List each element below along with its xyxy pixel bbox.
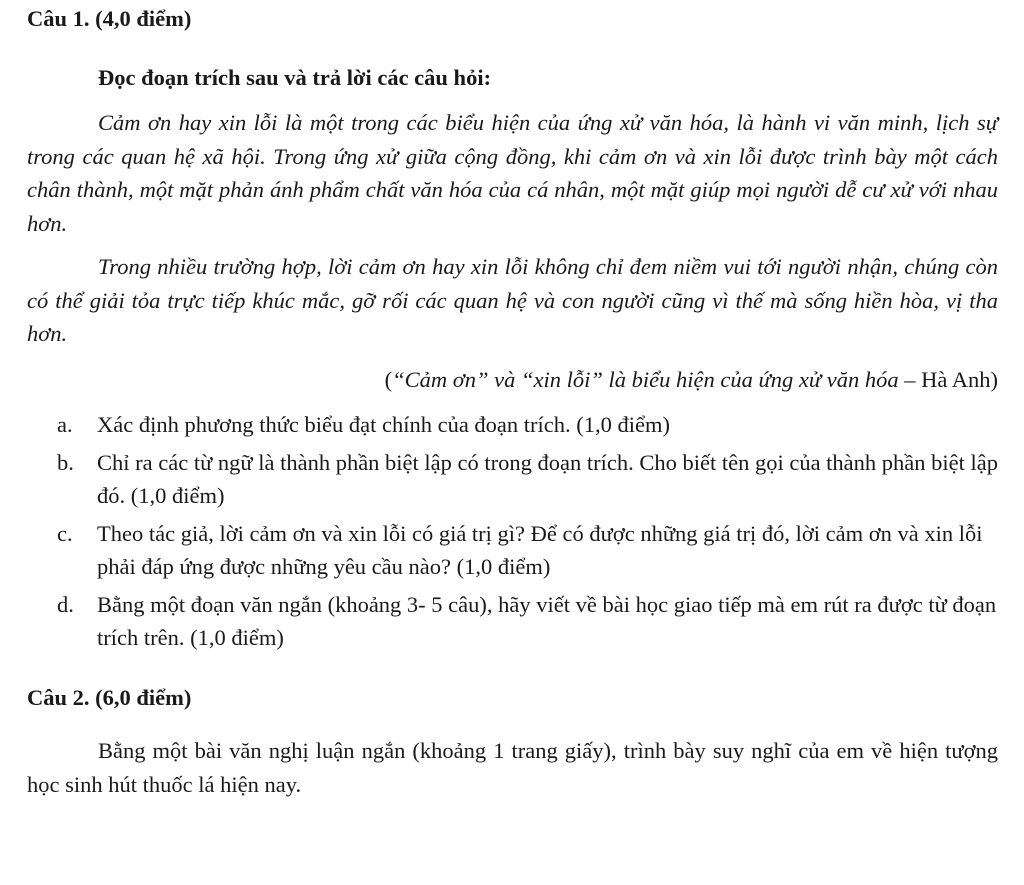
question-2 [27,681,998,802]
question-2-heading: Câu 2. (6,0 điểm) [27,684,192,710]
question-1-item-a [27,408,998,442]
source-author: – Hà Anh) [898,366,998,392]
question-2-prompt: Bằng một bài văn nghị luận ngắn (khoảng 1 trang giấy), trình bày suy nghĩ của em về hiện tượng học sinh hút thuốc lá hiện nay. [27,738,998,797]
question-1-items [27,408,998,655]
question-1 [27,2,998,655]
item-marker: a. [57,412,73,437]
item-text: Theo tác giả, lời cảm ơn và xin lỗi có giá trị gì? Để có được những giá trị đó, lời cảm ơn và xin lỗi phải đáp ứng được những yêu cầu nào? (1,0 điểm) [97,520,983,579]
passage-source [27,363,998,397]
passage-paragraph-2: Trong nhiều trường hợp, lời cảm ơn hay xin lỗi không chỉ đem niềm vui tới người nhận, chúng còn có thể giải tỏa trực tiếp khúc mắc, gỡ rối các quan hệ và con người cũng vì thế mà sống hiền hòa, vị tha hơn. [27,254,998,346]
source-open-paren: ( [384,366,393,392]
question-1-item-c [27,517,998,584]
item-marker: b. [57,449,74,475]
question-1-instruction: Đọc đoạn trích sau và trả lời các câu hỏi: [98,64,492,90]
passage-paragraph-1: Cảm ơn hay xin lỗi là một trong các biểu hiện của ứng xử văn hóa, là hành vi văn minh, lịch sự trong các quan hệ xã hội. Trong ứng xử giữa cộng đồng, khi cảm ơn và xin lỗi được trình bày một cách chân thành, một mặt phản ánh phẩm chất văn hóa của cá nhân, một mặt giúp mọi người dễ cư xử với nhau hơn. [27,110,998,236]
item-text: Bằng một đoạn văn ngắn (khoảng 3- 5 câu), hãy viết về bài học giao tiếp mà em rút ra được từ đoạn trích trên. (1,0 điểm) [97,591,997,650]
item-marker: d. [57,591,74,617]
item-marker: c. [57,520,73,546]
source-title: “Cảm ơn” và “xin lỗi” là biểu hiện của ứng xử văn hóa [392,366,899,392]
item-text: Chỉ ra các từ ngữ là thành phần biệt lập có trong đoạn trích. Cho biết tên gọi của thành phần biệt lập đó. (1,0 điểm) [97,449,999,508]
question-1-heading: Câu 1. (4,0 điểm) [27,6,192,31]
question-1-item-b [27,446,998,513]
item-text: Xác định phương thức biểu đạt chính của đoạn trích. (1,0 điểm) [97,412,671,437]
question-1-item-d [27,588,998,655]
